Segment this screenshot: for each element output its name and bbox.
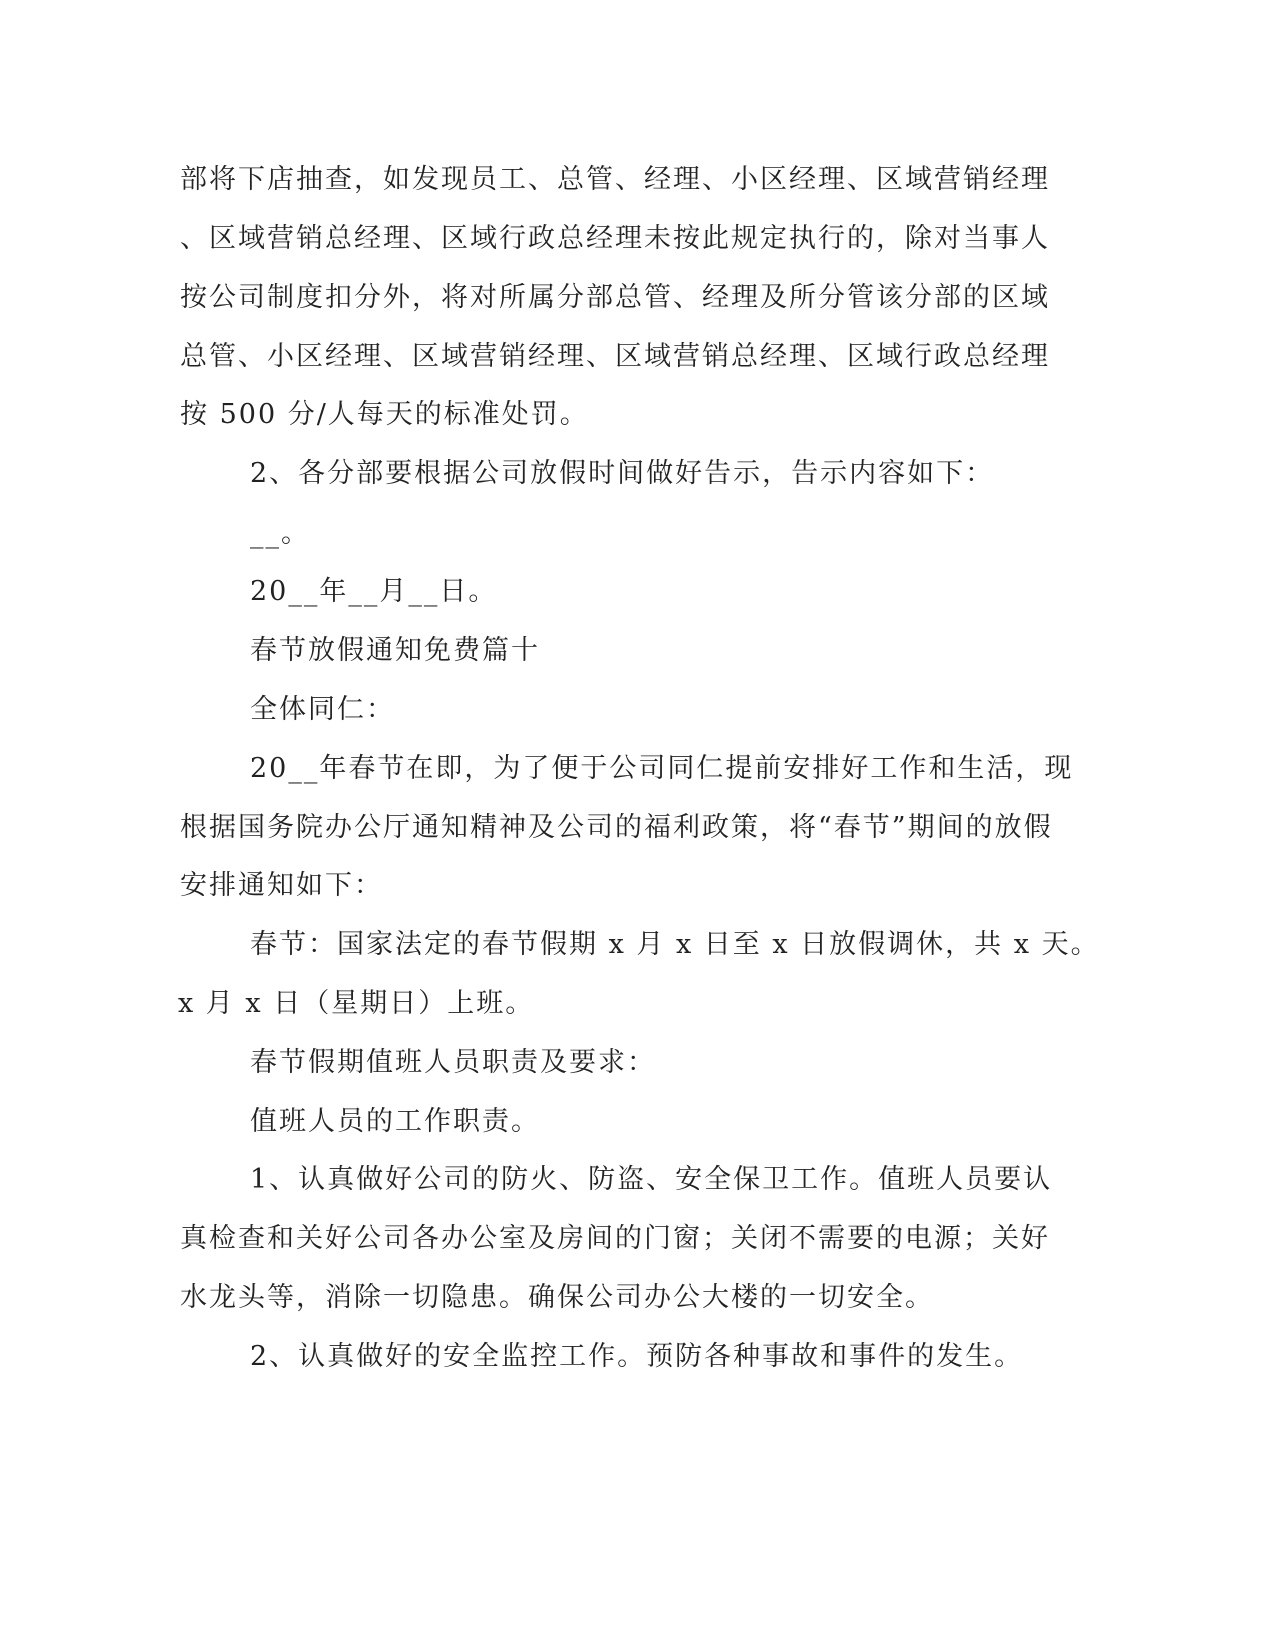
text-line: x 月 x 日（星期日）上班。	[178, 988, 535, 1019]
salutation: 全体同仁：	[250, 694, 395, 725]
text-line: 20__年__月__日。	[250, 576, 498, 607]
text-line: 春节假期值班人员职责及要求：	[250, 1047, 656, 1078]
text-line: 总管、小区经理、区域营销经理、区域营销总经理、区域行政总经理	[180, 341, 1050, 372]
text-line: 春节：国家法定的春节假期 x 月 x 日至 x 日放假调休，共 x 天。	[250, 929, 1100, 960]
text-line: 按 500 分/人每天的标准处罚。	[180, 399, 589, 430]
text-line: 部将下店抽查，如发现员工、总管、经理、小区经理、区域营销经理	[180, 164, 1050, 195]
text-line: 安排通知如下：	[180, 870, 383, 901]
text-line: 值班人员的工作职责。	[250, 1106, 540, 1137]
text-line: 真检查和关好公司各办公室及房间的门窗；关闭不需要的电源；关好	[180, 1223, 1050, 1254]
text-line: __。	[250, 518, 310, 549]
text-line: 根据国务院办公厅通知精神及公司的福利政策，将“春节”期间的放假	[180, 812, 1053, 843]
section-heading: 春节放假通知免费篇十	[250, 635, 540, 666]
text-line: 按公司制度扣分外，将对所属分部总管、经理及所分管该分部的区域	[180, 282, 1050, 313]
text-line: 2、认真做好的安全监控工作。预防各种事故和事件的发生。	[250, 1341, 1024, 1372]
text-line: 2、各分部要根据公司放假时间做好告示，告示内容如下：	[250, 458, 995, 489]
text-line: 20__年春节在即，为了便于公司同仁提前安排好工作和生活，现	[250, 753, 1074, 784]
text-line: 1、认真做好公司的防火、防盗、安全保卫工作。值班人员要认	[250, 1164, 1053, 1195]
text-line: 、区域营销总经理、区域行政总经理未按此规定执行的，除对当事人	[180, 223, 1050, 254]
text-line: 水龙头等，消除一切隐患。确保公司办公大楼的一切安全。	[180, 1282, 934, 1313]
